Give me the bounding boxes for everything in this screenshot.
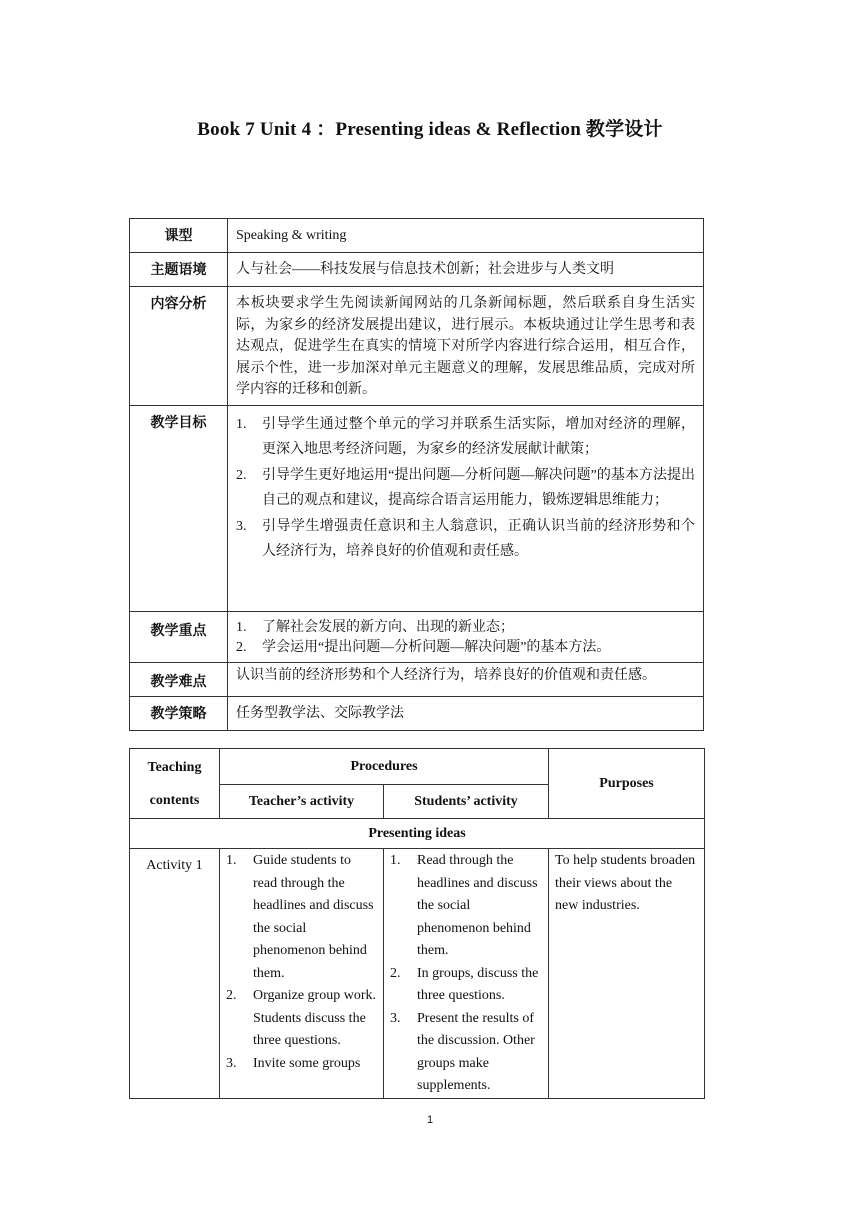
list-item: 2. 学会运用“提出问题—分析问题—解决问题”的基本方法。 xyxy=(236,639,611,655)
table-row xyxy=(130,287,704,406)
objectives-list xyxy=(236,412,695,565)
row-value-theme: 人与社会——科技发展与信息技术创新；社会进步与人类文明 xyxy=(228,253,704,287)
activity-name: Activity 1 xyxy=(130,849,220,1099)
list-item: 1. 了解社会发展的新方向、出现的新业态； xyxy=(236,619,514,635)
teacher-activity-cell xyxy=(220,849,384,1099)
row-value-type: Speaking & writing xyxy=(228,219,704,253)
course-info-table xyxy=(129,218,704,731)
row-label-strategies: 教学策略 xyxy=(130,696,228,730)
table-row xyxy=(130,696,704,730)
row-label-objectives: 教学目标 xyxy=(130,405,228,611)
list-item: 2. Organize group work. Students discuss the three questions. xyxy=(226,988,376,1048)
header-students-activity: Students’ activity xyxy=(384,785,549,819)
header-teacher-activity: Teacher’s activity xyxy=(220,785,384,819)
row-label-key-points: 教学重点 xyxy=(130,611,228,662)
row-value-difficulties: 认识当前的经济形势和个人经济行为，培养良好的价值观和责任感。 xyxy=(228,662,704,696)
page-title: Book 7 Unit 4 ：Presenting ideas & Reflection 教学设计 xyxy=(197,119,663,140)
row-label-analysis: 内容分析 xyxy=(130,287,228,406)
header-purposes: Purposes xyxy=(549,749,705,819)
list-item: 1. 引导学生通过整个单元的学习并联系生活实际，增加对经济的理解，更深入地思考经济问题，为家乡的经济发展献计献策； xyxy=(236,416,695,457)
table-row xyxy=(130,611,704,662)
row-value-key-points xyxy=(228,611,704,662)
list-item: 3. Present the results of the discussion. Other groups make supplements. xyxy=(390,1010,535,1093)
header-teaching-contents: Teaching contents xyxy=(130,749,220,819)
list-item: 1. Read through the headlines and discuss the social phenomenon behind them. xyxy=(390,853,538,958)
row-label-theme: 主题语境 xyxy=(130,253,228,287)
list-item: 3. Invite some groups xyxy=(226,1055,361,1071)
header-procedures: Procedures xyxy=(220,749,549,785)
table-row xyxy=(130,219,704,253)
purpose-cell: To help students broaden their views about the new industries. xyxy=(549,849,705,1099)
row-label-difficulties: 教学难点 xyxy=(130,662,228,696)
list-item: 2. 引导学生更好地运用“提出问题—分析问题—解决问题”的基本方法提出自己的观点和建议，提高综合语言运用能力，锻炼逻辑思维能力； xyxy=(236,467,695,508)
table-row xyxy=(130,849,705,1099)
table-row xyxy=(130,405,704,611)
table-row xyxy=(130,749,705,785)
students-activity-list xyxy=(390,850,542,1098)
row-value-strategies: 任务型教学法、交际教学法 xyxy=(228,696,704,730)
key-points-list xyxy=(236,618,695,658)
row-value-objectives xyxy=(228,405,704,611)
page-number: 1 xyxy=(426,1114,434,1126)
row-label-type: 课型 xyxy=(130,219,228,253)
teacher-activity-list xyxy=(226,850,377,1075)
procedures-table xyxy=(129,748,705,1099)
table-row xyxy=(130,662,704,696)
row-value-analysis: 本板块要求学生先阅读新闻网站的几条新闻标题，然后联系自身生活实际，为家乡的经济发展提出建议，进行展示。本板块通过让学生思考和表达观点，促进学生在真实的情境下对所学内容进行综合运用，相互合作，展示个性，进一步加深对单元主题意义的理解，发展思维品质，完成对所学内容的迁移和创新。 xyxy=(228,287,704,406)
section-presenting-ideas: Presenting ideas xyxy=(130,819,705,849)
list-item: 2. In groups, discuss the three questions. xyxy=(390,965,539,1003)
table-row xyxy=(130,253,704,287)
table-row xyxy=(130,819,705,849)
list-item: 3. 引导学生增强责任意识和主人翁意识，正确认识当前的经济形势和个人经济行为，培养良好的价值观和责任感。 xyxy=(236,518,695,559)
list-item: 1. Guide students to read through the headlines and discuss the social phenomenon behind them. xyxy=(226,853,374,981)
students-activity-cell xyxy=(384,849,549,1099)
